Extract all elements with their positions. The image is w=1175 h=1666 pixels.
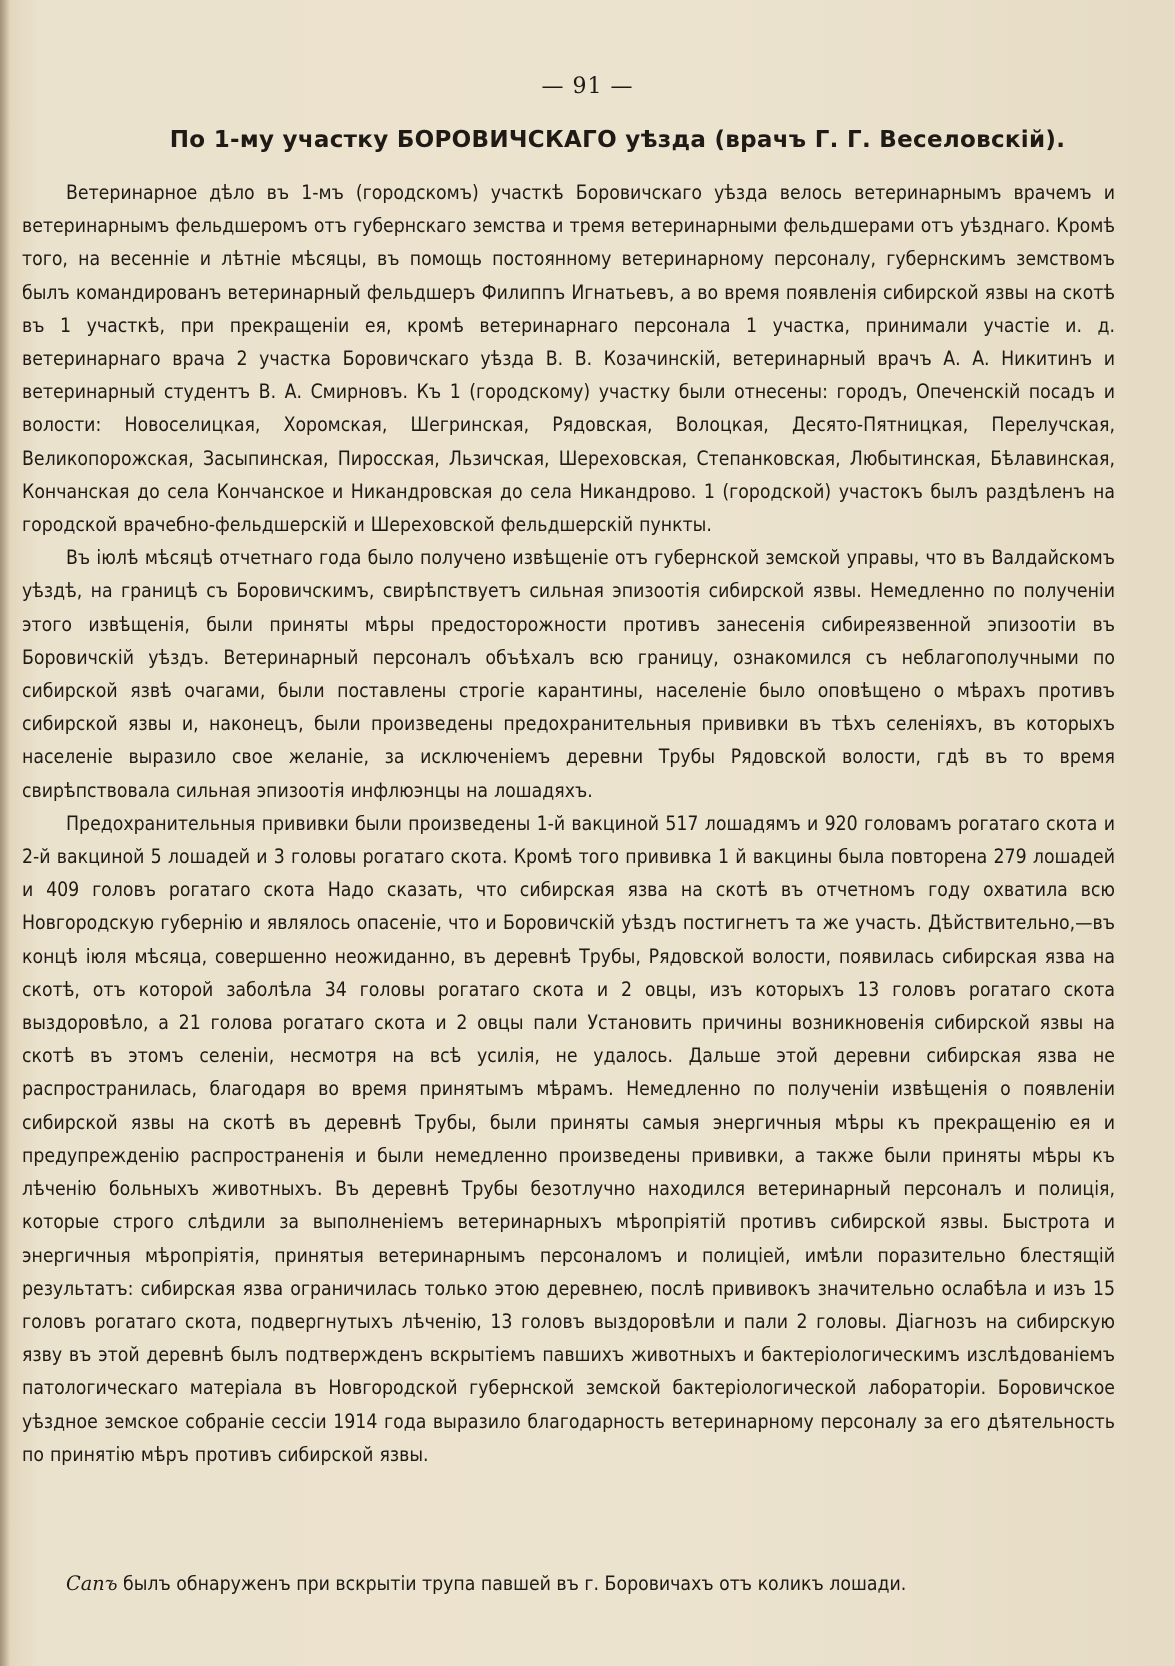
section-heading: По 1-му участку БОРОВИЧСКАГО уѣзда (врачъ Г. Г. Веселовскій).: [169, 127, 1066, 153]
closing-text: былъ обнаруженъ при вскрытіи трупа павшей въ г. Боровичахъ отъ коликъ лошади.: [117, 1572, 907, 1595]
binding-shadow: [0, 0, 10, 1666]
closing-line: [66, 1567, 1116, 1600]
paragraph-2: Въ іюлѣ мѣсяцѣ отчетнаго года было получено извѣщеніе отъ губернской земской управы, что въ Валдайскомъ уѣздѣ, на границѣ съ Боровичскимъ, свирѣпствуетъ сильная эпизоотія сибирской язвы. Немедленно по полученіи этого извѣщенія, были приняты мѣры предосторожности противъ занесенія сибиреязвенной эпизоотіи въ Боровичскій уѣздъ. Ветеринарный персоналъ объѣхалъ всю границу, ознакомился съ неблагополучными по сибирской язвѣ очагами, были поставлены строгіе карантины, населеніе было оповѣщено о мѣрахъ противъ сибирской язвы и, наконецъ, были произведены предохранительныя прививки въ тѣхъ селеніяхъ, въ которыхъ населеніе выразило свое желаніе, за исключеніемъ деревни Трубы Рядовской волости, гдѣ въ то время свирѣпствовала сильная эпизоотія инфлюэнцы на лошадяхъ.: [22, 546, 1115, 802]
closing-italic-word: Сапъ: [66, 1572, 118, 1595]
page-number: — 91 —: [541, 74, 634, 99]
body-text: [22, 176, 1115, 1471]
paragraph-3: Предохранительныя прививки были произведены 1-й вакциной 517 лошадямъ и 920 головамъ рогатаго скота и 2-й вакциной 5 лошадей и 3 головы рогатаго скота. Кромѣ того прививка 1 й вакцины была повторена 279 лошадей и 409 головъ рогатаго скота Надо сказать, что сибирская язва на скотѣ въ отчетномъ году охватила всю Новгородскую губернію и являлось опасеніе, что и Боровичскій уѣздъ постигнетъ та же участь. Дѣйствительно,—въ концѣ іюля мѣсяца, совершенно неожиданно, въ деревнѣ Трубы, Рядовской волости, появилась сибирская язва на скотѣ, отъ которой заболѣла 34 головы рогатаго скота и 2 овцы, изъ которыхъ 13 головъ рогатаго скота выздоровѣло, а 21 голова рогатаго скота и 2 овцы пали Установить причины возникновенія сибирской язвы на скотѣ въ этомъ селеніи, несмотря на всѣ усилія, не удалось. Дальше этой деревни сибирская язва не распространилась, благодаря во время принятымъ мѣрамъ. Немедленно по полученіи извѣщенія о появленіи сибирской язвы на скотѣ въ деревнѣ Трубы, были приняты самыя энергичныя мѣры къ прекращенію ея и предупрежденію распространенія и были немедленно произведены прививки, а также были приняты мѣры къ лѣченію больныхъ животныхъ. Въ деревнѣ Трубы безотлучно находился ветеринарный персоналъ и полиція, которые строго слѣдили за выполненіемъ ветеринарныхъ мѣропріятій противъ сибирской язвы. Быстрота и энергичныя мѣропріятія, принятыя ветеринарнымъ персоналомъ и полиціей, имѣли поразительно блестящій результатъ: сибирская язва ограничилась только этою деревнею, послѣ прививокъ значительно ослабѣла и изъ 15 головъ рогатаго скота, подвергнутыхъ лѣченію, 13 головъ выздоровѣли и пали 2 головы. Діагнозъ на сибирскую язву въ этой деревнѣ былъ подтвержденъ вскрытіемъ павшихъ животныхъ и бактеріологическимъ изслѣдованіемъ патологическаго матеріала въ Новгородской губернской земской бактеріологической лабораторіи. Боровичское уѣздное земское собраніе сессіи 1914 года выразило благодарность ветеринарному персоналу за его дѣятельность по принятію мѣръ противъ сибирской язвы.: [22, 811, 1115, 1466]
paragraph-1: Ветеринарное дѣло въ 1-мъ (городскомъ) участкѣ Боровичскаго уѣзда велось ветеринарнымъ врачемъ и ветеринарнымъ фельдшеромъ отъ губернскаго земства и тремя ветеринарными фельдшерами отъ уѣзднаго. Кромѣ того, на весенніе и лѣтніе мѣсяцы, въ помощь постоянному ветеринарному персоналу, губернскимъ земствомъ былъ командированъ ветеринарный фельдшеръ Филиппъ Игнатьевъ, а во время появленія сибирской язвы на скотѣ въ 1 участкѣ, при прекращеніи ея, кромѣ ветеринарнаго персонала 1 участка, принимали участіе и. д. ветеринарнаго врача 2 участка Боровичскаго уѣзда В. В. Козачинскій, ветеринарный врачъ А. А. Никитинъ и ветеринарный студентъ В. А. Смирновъ. Къ 1 (городскому) участку были отнесены: городъ, Опеченскій посадъ и волости: Новоселицкая, Хоромская, Шегринская, Рядовская, Волоцкая, Десято-Пятницкая, Перелучская, Великопорожская, Засыпинская, Пиросская, Льзичская, Шереховская, Степанковская, Любытинская, Бѣлавинская, Кончанская до села Кончанское и Никандровская до села Никандрово. 1 (городской) участокъ былъ раздѣленъ на городской врачебно-фельдшерскій и Шереховской фельдшерскій пункты.: [22, 181, 1115, 537]
